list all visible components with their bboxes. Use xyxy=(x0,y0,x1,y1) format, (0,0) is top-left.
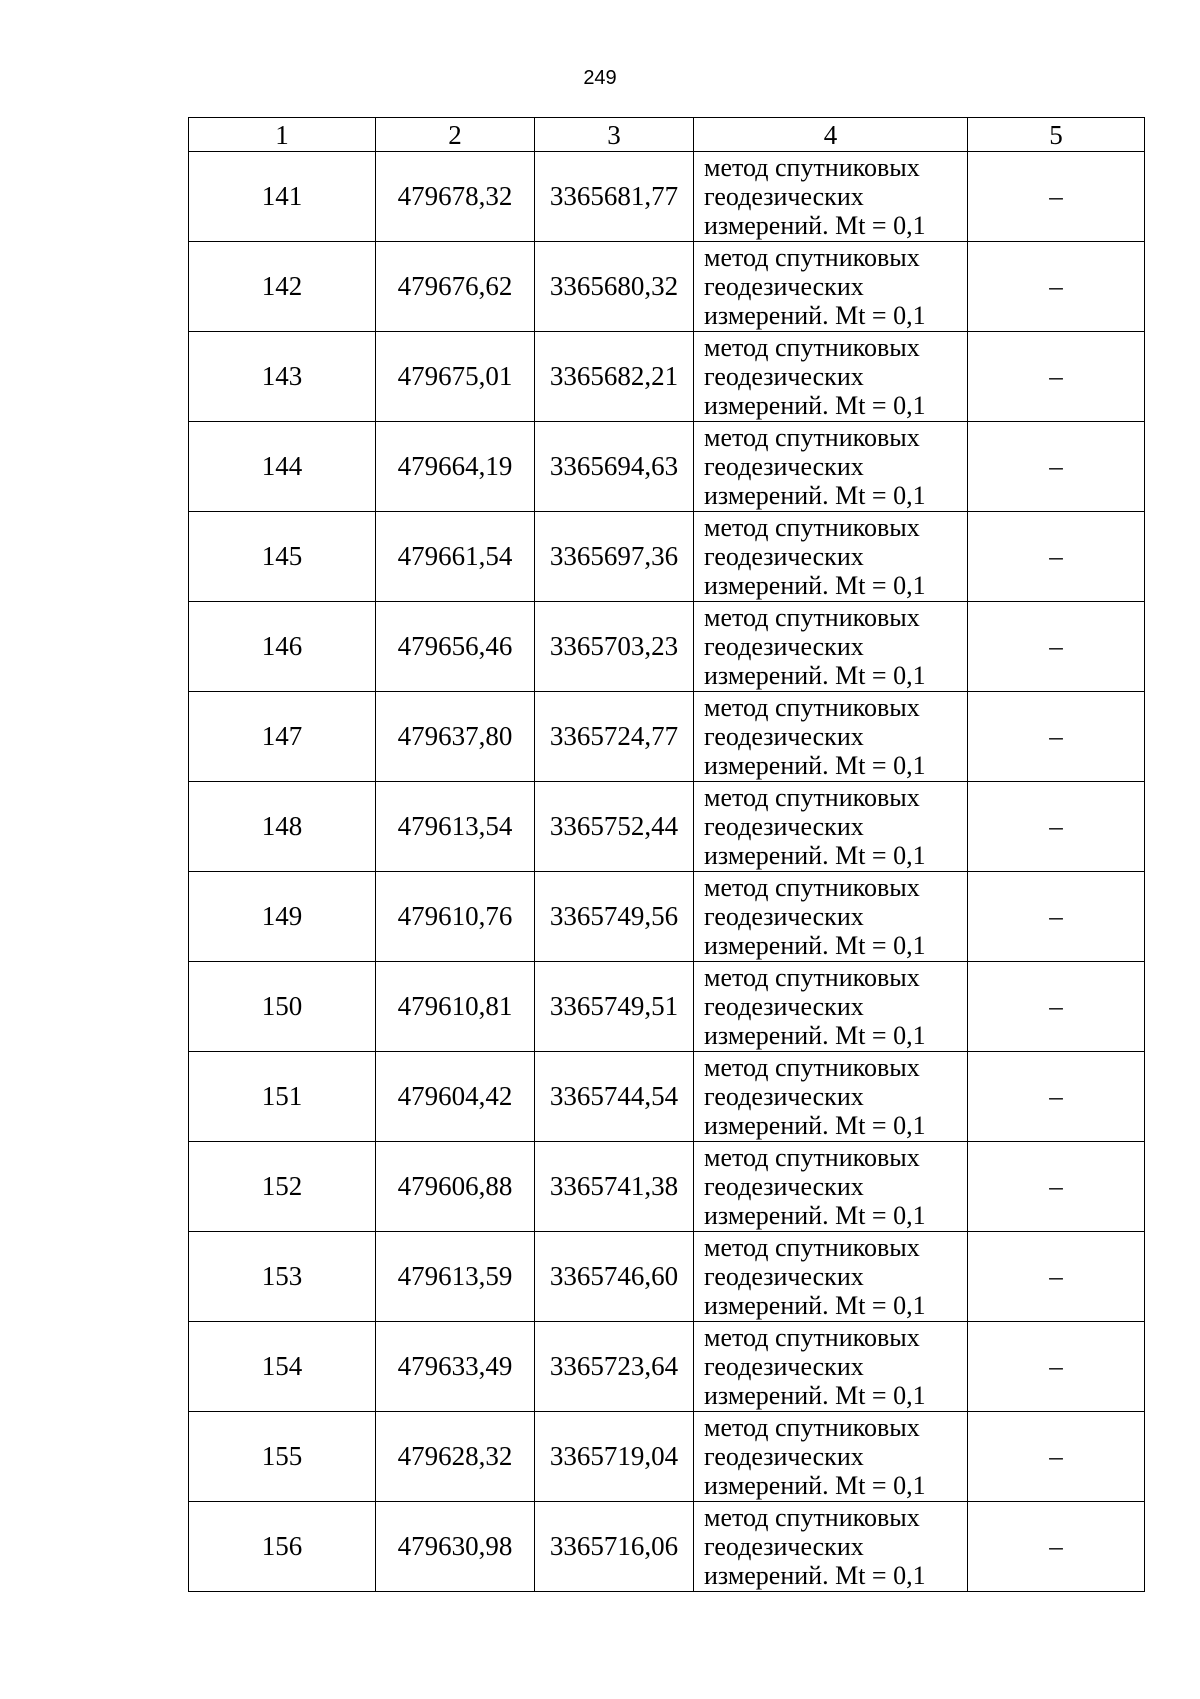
method-cell xyxy=(694,782,968,872)
table-row xyxy=(189,602,1145,692)
method-line: измерений. Mt = 0,1 xyxy=(704,391,926,420)
method-line: метод спутниковых xyxy=(704,1053,920,1082)
x-coordinate-cell: 479633,49 xyxy=(376,1322,535,1412)
x-coordinate-cell: 479610,76 xyxy=(376,872,535,962)
y-coordinate-cell: 3365749,51 xyxy=(535,962,694,1052)
y-coordinate-cell: 3365697,36 xyxy=(535,512,694,602)
table-row xyxy=(189,242,1145,332)
method-cell xyxy=(694,692,968,782)
y-coordinate-cell: 3365746,60 xyxy=(535,1232,694,1322)
note-cell: – xyxy=(968,152,1145,242)
header-col-3: 3 xyxy=(535,118,694,152)
y-coordinate-cell: 3365752,44 xyxy=(535,782,694,872)
method-line: измерений. Mt = 0,1 xyxy=(704,211,926,240)
method-line: измерений. Mt = 0,1 xyxy=(704,1291,926,1320)
method-cell xyxy=(694,1322,968,1412)
note-cell: – xyxy=(968,872,1145,962)
method-line: метод спутниковых xyxy=(704,513,920,542)
y-coordinate-cell: 3365719,04 xyxy=(535,1412,694,1502)
header-col-4: 4 xyxy=(694,118,968,152)
note-cell: – xyxy=(968,1052,1145,1142)
x-coordinate-cell: 479656,46 xyxy=(376,602,535,692)
table-row xyxy=(189,512,1145,602)
method-line: измерений. Mt = 0,1 xyxy=(704,1021,926,1050)
y-coordinate-cell: 3365741,38 xyxy=(535,1142,694,1232)
method-line: измерений. Mt = 0,1 xyxy=(704,1201,926,1230)
method-line: метод спутниковых xyxy=(704,153,920,182)
method-cell xyxy=(694,1232,968,1322)
y-coordinate-cell: 3365749,56 xyxy=(535,872,694,962)
method-cell xyxy=(694,1142,968,1232)
note-cell: – xyxy=(968,1322,1145,1412)
point-number-cell: 156 xyxy=(189,1502,376,1592)
table-row xyxy=(189,962,1145,1052)
x-coordinate-cell: 479664,19 xyxy=(376,422,535,512)
y-coordinate-cell: 3365723,64 xyxy=(535,1322,694,1412)
method-line: измерений. Mt = 0,1 xyxy=(704,1561,926,1590)
table-row xyxy=(189,1412,1145,1502)
method-line: метод спутниковых xyxy=(704,603,920,632)
table-row xyxy=(189,332,1145,422)
method-cell xyxy=(694,1502,968,1592)
x-coordinate-cell: 479637,80 xyxy=(376,692,535,782)
method-line: измерений. Mt = 0,1 xyxy=(704,1111,926,1140)
method-line: геодезических xyxy=(704,542,864,571)
point-number-cell: 146 xyxy=(189,602,376,692)
method-cell xyxy=(694,422,968,512)
point-number-cell: 153 xyxy=(189,1232,376,1322)
x-coordinate-cell: 479678,32 xyxy=(376,152,535,242)
table-row xyxy=(189,692,1145,782)
method-cell xyxy=(694,242,968,332)
header-col-5: 5 xyxy=(968,118,1145,152)
table-row xyxy=(189,1142,1145,1232)
table-row xyxy=(189,782,1145,872)
method-cell xyxy=(694,602,968,692)
method-line: метод спутниковых xyxy=(704,1323,920,1352)
method-line: измерений. Mt = 0,1 xyxy=(704,751,926,780)
page-number: 249 xyxy=(583,67,617,89)
point-number-cell: 148 xyxy=(189,782,376,872)
method-line: измерений. Mt = 0,1 xyxy=(704,1471,926,1500)
y-coordinate-cell: 3365694,63 xyxy=(535,422,694,512)
header-col-1: 1 xyxy=(189,118,376,152)
coordinates-table xyxy=(188,117,1145,1592)
method-line: геодезических xyxy=(704,632,864,661)
method-line: геодезических xyxy=(704,902,864,931)
method-line: измерений. Mt = 0,1 xyxy=(704,481,926,510)
method-line: метод спутниковых xyxy=(704,1143,920,1172)
y-coordinate-cell: 3365744,54 xyxy=(535,1052,694,1142)
method-line: геодезических xyxy=(704,362,864,391)
point-number-cell: 149 xyxy=(189,872,376,962)
method-cell xyxy=(694,962,968,1052)
point-number-cell: 142 xyxy=(189,242,376,332)
method-line: геодезических xyxy=(704,722,864,751)
method-line: измерений. Mt = 0,1 xyxy=(704,571,926,600)
y-coordinate-cell: 3365680,32 xyxy=(535,242,694,332)
y-coordinate-cell: 3365681,77 xyxy=(535,152,694,242)
method-line: геодезических xyxy=(704,1532,864,1561)
note-cell: – xyxy=(968,422,1145,512)
point-number-cell: 141 xyxy=(189,152,376,242)
method-line: геодезических xyxy=(704,272,864,301)
x-coordinate-cell: 479676,62 xyxy=(376,242,535,332)
method-line: метод спутниковых xyxy=(704,333,920,362)
table-row xyxy=(189,1232,1145,1322)
x-coordinate-cell: 479610,81 xyxy=(376,962,535,1052)
point-number-cell: 154 xyxy=(189,1322,376,1412)
method-cell xyxy=(694,1412,968,1502)
table-row xyxy=(189,1052,1145,1142)
method-line: измерений. Mt = 0,1 xyxy=(704,1381,926,1410)
note-cell: – xyxy=(968,1142,1145,1232)
point-number-cell: 145 xyxy=(189,512,376,602)
note-cell: – xyxy=(968,1232,1145,1322)
note-cell: – xyxy=(968,782,1145,872)
method-line: измерений. Mt = 0,1 xyxy=(704,301,926,330)
point-number-cell: 143 xyxy=(189,332,376,422)
point-number-cell: 144 xyxy=(189,422,376,512)
method-cell xyxy=(694,1052,968,1142)
method-line: геодезических xyxy=(704,452,864,481)
method-cell xyxy=(694,872,968,962)
y-coordinate-cell: 3365703,23 xyxy=(535,602,694,692)
x-coordinate-cell: 479613,59 xyxy=(376,1232,535,1322)
method-line: измерений. Mt = 0,1 xyxy=(704,931,926,960)
method-line: метод спутниковых xyxy=(704,963,920,992)
method-line: геодезических xyxy=(704,1442,864,1471)
method-line: геодезических xyxy=(704,1172,864,1201)
point-number-cell: 150 xyxy=(189,962,376,1052)
point-number-cell: 147 xyxy=(189,692,376,782)
note-cell: – xyxy=(968,1502,1145,1592)
method-cell xyxy=(694,512,968,602)
table-body xyxy=(189,152,1145,1592)
point-number-cell: 151 xyxy=(189,1052,376,1142)
method-line: геодезических xyxy=(704,1082,864,1111)
note-cell: – xyxy=(968,332,1145,422)
table-row xyxy=(189,1322,1145,1412)
method-line: геодезических xyxy=(704,1352,864,1381)
method-line: геодезических xyxy=(704,182,864,211)
x-coordinate-cell: 479628,32 xyxy=(376,1412,535,1502)
method-line: геодезических xyxy=(704,992,864,1021)
table-row xyxy=(189,1502,1145,1592)
method-line: метод спутниковых xyxy=(704,1503,920,1532)
header-col-2: 2 xyxy=(376,118,535,152)
table-header xyxy=(189,118,1145,152)
point-number-cell: 155 xyxy=(189,1412,376,1502)
method-line: метод спутниковых xyxy=(704,693,920,722)
note-cell: – xyxy=(968,692,1145,782)
x-coordinate-cell: 479613,54 xyxy=(376,782,535,872)
method-line: геодезических xyxy=(704,812,864,841)
y-coordinate-cell: 3365716,06 xyxy=(535,1502,694,1592)
y-coordinate-cell: 3365682,21 xyxy=(535,332,694,422)
note-cell: – xyxy=(968,1412,1145,1502)
point-number-cell: 152 xyxy=(189,1142,376,1232)
method-cell xyxy=(694,152,968,242)
x-coordinate-cell: 479661,54 xyxy=(376,512,535,602)
table-row xyxy=(189,872,1145,962)
method-line: измерений. Mt = 0,1 xyxy=(704,661,926,690)
method-line: метод спутниковых xyxy=(704,1233,920,1262)
x-coordinate-cell: 479606,88 xyxy=(376,1142,535,1232)
note-cell: – xyxy=(968,512,1145,602)
note-cell: – xyxy=(968,602,1145,692)
note-cell: – xyxy=(968,242,1145,332)
method-line: метод спутниковых xyxy=(704,243,920,272)
method-line: метод спутниковых xyxy=(704,873,920,902)
method-line: метод спутниковых xyxy=(704,423,920,452)
method-line: метод спутниковых xyxy=(704,783,920,812)
x-coordinate-cell: 479630,98 xyxy=(376,1502,535,1592)
x-coordinate-cell: 479675,01 xyxy=(376,332,535,422)
note-cell: – xyxy=(968,962,1145,1052)
table-row xyxy=(189,152,1145,242)
method-line: измерений. Mt = 0,1 xyxy=(704,841,926,870)
x-coordinate-cell: 479604,42 xyxy=(376,1052,535,1142)
y-coordinate-cell: 3365724,77 xyxy=(535,692,694,782)
header-row xyxy=(189,118,1145,152)
method-line: метод спутниковых xyxy=(704,1413,920,1442)
method-line: геодезических xyxy=(704,1262,864,1291)
method-cell xyxy=(694,332,968,422)
table-row xyxy=(189,422,1145,512)
